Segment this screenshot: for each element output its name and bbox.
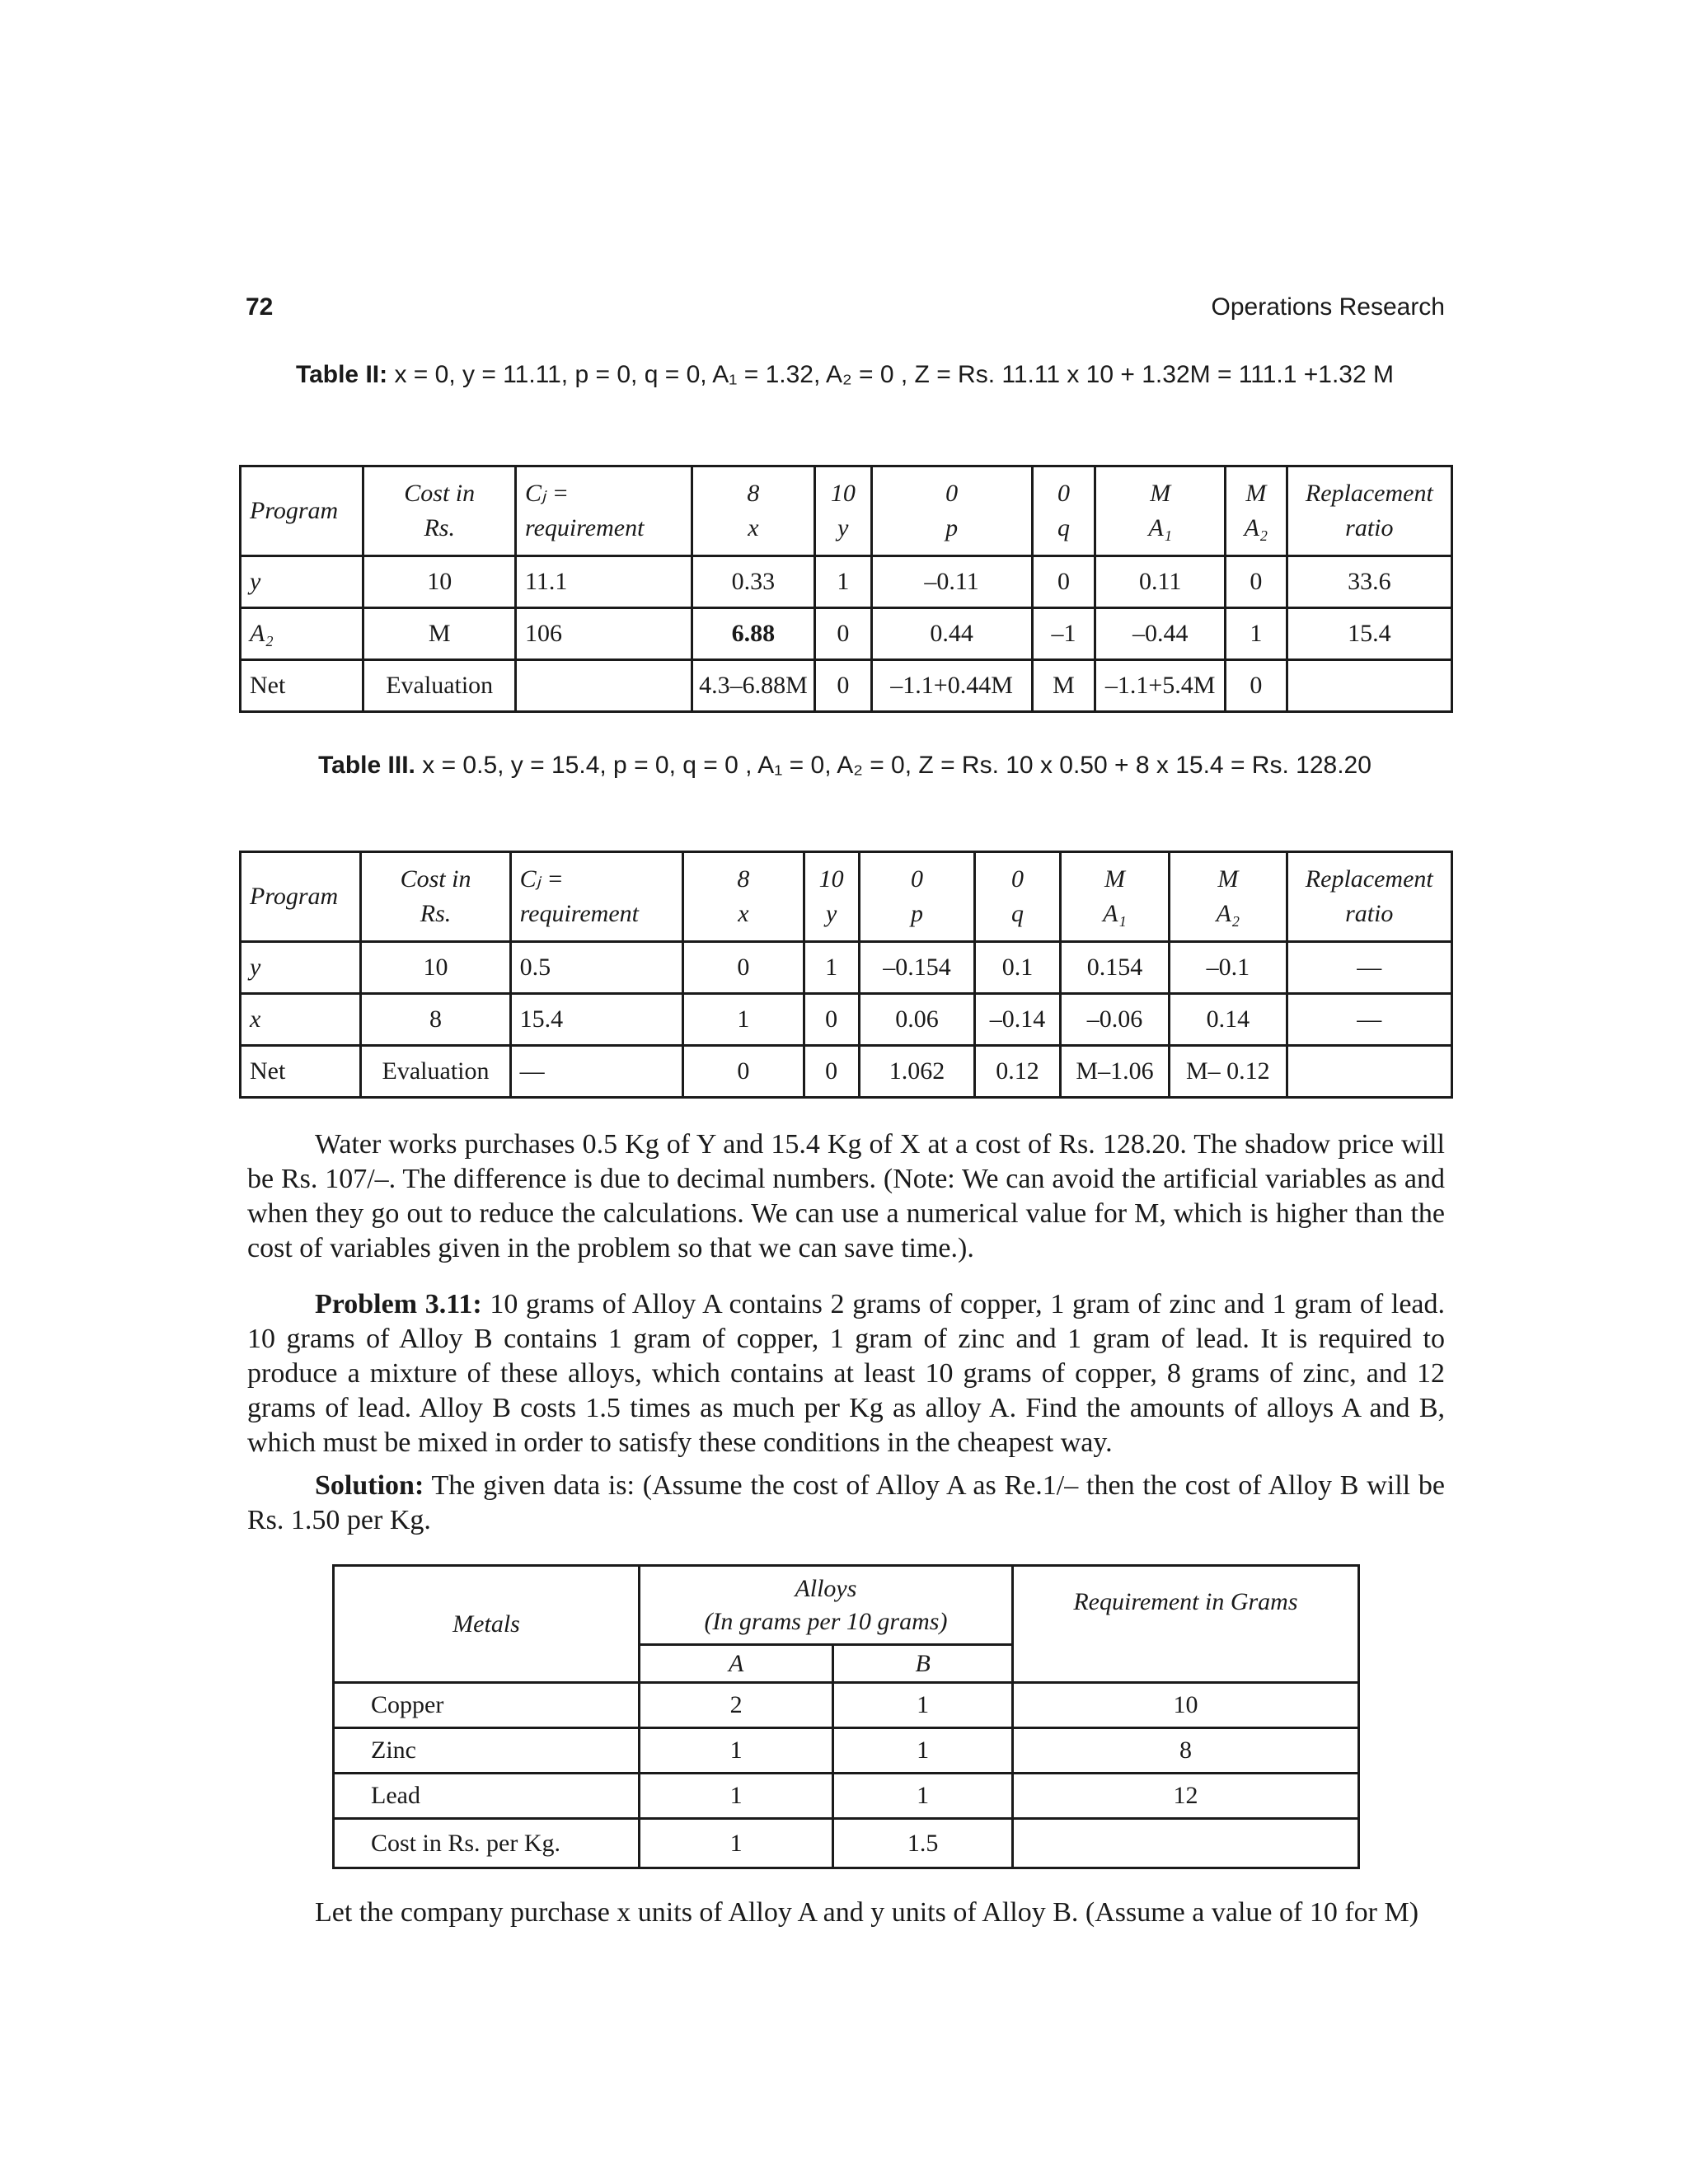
header-cj — [516, 466, 692, 556]
table-cell: 1 — [804, 942, 859, 994]
header-cost-line1: Cost in — [400, 865, 471, 893]
alloy-data-table — [332, 1564, 1360, 1869]
table-cell: –0.154 — [859, 942, 974, 994]
table-3-caption-label: Table III. — [318, 752, 415, 779]
problem-text: 10 grams of Alloy A contains 2 grams of copper, 1 gram of zinc and 1 gram of lead. 10 grams of Alloy B contains 1 gram of copper, 1 gram of zinc and 1 gram of lead. It is required to produce a mixture of these alloys, which contains at least 10 grams of copper, 8 grams of zinc, and 12 grams of lead. Alloy B costs 1.5 times as much per Kg as alloy A. Find the amounts of alloys A and B, which must be mixed in order to satisfy these conditions in the cheapest way. — [247, 1289, 1446, 1458]
table-cell: 1.5 — [833, 1819, 1013, 1868]
header-col-x — [692, 466, 814, 556]
body-paragraph: Water works purchases 0.5 Kg of Y and 15.4 Kg of X at a cost of Rs. 128.20. The shadow price will be Rs. 107/–. The difference is due to decimal numbers. (Note: We can avoid the artificial variables as and when they go out to reduce the calculations. We can use a numerical value for M, which is higher than the cost of variables given in the problem so that we can save time.). — [247, 1129, 1445, 1263]
table-cell: 1 — [815, 556, 871, 608]
header-alloy-a: A — [640, 1645, 833, 1683]
table-cell: — — [510, 1046, 683, 1098]
table-cell: 0 — [1226, 556, 1287, 608]
header-ratio-line1: Replacement — [1305, 865, 1433, 893]
solution-paragraph — [247, 1469, 1445, 1538]
header-var: y — [826, 900, 837, 927]
table-cell: 106 — [516, 608, 692, 660]
header-var: A₁ — [1148, 514, 1173, 541]
table-cell: 1 — [833, 1728, 1013, 1774]
table-cell: 1 — [640, 1774, 833, 1819]
table-cell: 0 — [815, 608, 871, 660]
table-cell: Net — [241, 660, 363, 712]
header-ratio-line1: Replacement — [1305, 480, 1433, 507]
table-cell: A₂ — [241, 608, 363, 660]
table-cell: 0 — [1226, 660, 1287, 712]
table-header-row — [241, 852, 1452, 942]
table-cell: M — [363, 608, 516, 660]
header-cost-line2: Rs. — [424, 514, 455, 541]
header-col-y — [815, 466, 871, 556]
table-cell: Net — [241, 1046, 361, 1098]
table-cell: 0.44 — [871, 608, 1032, 660]
header-program: Program — [241, 852, 361, 942]
header-ratio-line2: ratio — [1345, 900, 1394, 927]
table-cell: 15.4 — [510, 994, 683, 1046]
header-col-a2 — [1226, 466, 1287, 556]
solution-text: The given data is: (Assume the cost of Alloy A as Re.1/– then the cost of Alloy B will be Rs. 1.50 per Kg. — [247, 1470, 1445, 1535]
header-cost-line2: Rs. — [420, 900, 452, 927]
table-row — [241, 994, 1452, 1046]
header-alloys-line1: Alloys — [795, 1574, 857, 1602]
table-cell: 0 — [804, 994, 859, 1046]
table-cell: 0.154 — [1060, 942, 1169, 994]
table-cell: M– 0.12 — [1170, 1046, 1287, 1098]
table-cell: 2 — [640, 1683, 833, 1728]
header-coef: M — [1245, 480, 1267, 507]
table-row — [241, 942, 1452, 994]
table-cell: 0 — [683, 942, 804, 994]
header-cj-line2: requirement — [525, 514, 645, 541]
header-coef: M — [1104, 865, 1125, 893]
header-var: y — [837, 514, 849, 541]
header-col-p — [871, 466, 1032, 556]
solution-label: Solution: — [315, 1470, 424, 1501]
table-cell: 8 — [1012, 1728, 1358, 1774]
table-cell: 0 — [683, 1046, 804, 1098]
header-var: A₁ — [1103, 900, 1127, 927]
header-coef: 0 — [1057, 480, 1070, 507]
table-cell: 15.4 — [1287, 608, 1451, 660]
table-cell: 0 — [1032, 556, 1095, 608]
table-cell: — — [1287, 994, 1451, 1046]
table-cell: 0.5 — [510, 942, 683, 994]
table-3 — [239, 851, 1453, 1099]
table-row — [241, 556, 1452, 608]
table-cell: 1 — [1226, 608, 1287, 660]
header-ratio-line2: ratio — [1345, 514, 1394, 541]
table-cell: –1.1+5.4M — [1095, 660, 1226, 712]
running-head: Operations Research — [1211, 293, 1445, 321]
table-2 — [239, 465, 1453, 713]
table-row — [241, 608, 1452, 660]
table-cell: y — [241, 556, 363, 608]
header-col-q — [975, 852, 1061, 942]
table-cell: –0.11 — [871, 556, 1032, 608]
table-cell: 0.33 — [692, 556, 814, 608]
closing-paragraph: Let the company purchase x units of Alloy A and y units of Alloy B. (Assume a value of 10 for M) — [315, 1897, 1419, 1928]
table-cell: –0.06 — [1060, 994, 1169, 1046]
table-header-row — [241, 466, 1452, 556]
table-cell: 4.3–6.88M — [692, 660, 814, 712]
table-cell: –0.1 — [1170, 942, 1287, 994]
table-cell — [1012, 1819, 1358, 1868]
table-cell: 0.14 — [1170, 994, 1287, 1046]
header-var: A₂ — [1244, 514, 1268, 541]
page-number: 72 — [246, 293, 274, 321]
header-metals: Metals — [334, 1566, 640, 1683]
header-program: Program — [241, 466, 363, 556]
header-ratio — [1287, 466, 1451, 556]
header-cost-line1: Cost in — [404, 480, 476, 507]
net-evaluation-row — [241, 1046, 1452, 1098]
header-coef: 10 — [818, 865, 844, 893]
header-cj-line2: requirement — [519, 900, 639, 927]
table-cell: Cost in Rs. per Kg. — [334, 1819, 640, 1868]
table-cell: 10 — [1012, 1683, 1358, 1728]
table-cell: 8 — [361, 994, 510, 1046]
table-3-caption-text: x = 0.5, y = 15.4, p = 0, q = 0 , A₁ = 0, A₂ = 0, Z = Rs. 10 x 0.50 + 8 x 15.4 = Rs. 128.20 — [422, 752, 1372, 779]
header-coef: 8 — [737, 865, 750, 893]
table-cell: Evaluation — [363, 660, 516, 712]
header-var: p — [910, 900, 923, 927]
header-cost — [363, 466, 516, 556]
table-cell: 0.12 — [975, 1046, 1061, 1098]
header-col-q — [1032, 466, 1095, 556]
header-ratio — [1287, 852, 1451, 942]
table-cell: 11.1 — [516, 556, 692, 608]
table-cell: 33.6 — [1287, 556, 1451, 608]
table-cell: 0.06 — [859, 994, 974, 1046]
header-coef: 10 — [830, 480, 856, 507]
header-coef: 0 — [1011, 865, 1024, 893]
table-row — [334, 1728, 1359, 1774]
table-3-caption — [239, 750, 1451, 781]
table-cell: 10 — [361, 942, 510, 994]
problem-label: Problem 3.11: — [315, 1289, 482, 1319]
table-cell: 1.062 — [859, 1046, 974, 1098]
table-cell: 1 — [640, 1728, 833, 1774]
table-cell: 1 — [833, 1683, 1013, 1728]
header-col-a1 — [1060, 852, 1169, 942]
header-coef: M — [1217, 865, 1239, 893]
header-col-y — [804, 852, 859, 942]
table-cell: — — [1287, 942, 1451, 994]
table-header-row — [334, 1566, 1359, 1645]
header-col-a2 — [1170, 852, 1287, 942]
header-var: A₂ — [1216, 900, 1240, 927]
table-cell — [1287, 660, 1451, 712]
table-cell: x — [241, 994, 361, 1046]
table-cell: M–1.06 — [1060, 1046, 1169, 1098]
table-cell: 0.1 — [975, 942, 1061, 994]
table-cell: 0 — [804, 1046, 859, 1098]
header-var: x — [738, 900, 749, 927]
header-col-x — [683, 852, 804, 942]
table-2-caption-text: x = 0, y = 11.11, p = 0, q = 0, A₁ = 1.32, A₂ = 0 , Z = Rs. 11.11 x 10 + 1.32M = 111.1 +1.32 M — [394, 361, 1394, 388]
table-cell: 1 — [833, 1774, 1013, 1819]
table-2-caption — [239, 359, 1451, 391]
header-cost — [361, 852, 510, 942]
table-cell: –0.14 — [975, 994, 1061, 1046]
table-row — [334, 1819, 1359, 1868]
key-element-cell: 6.88 — [692, 608, 814, 660]
header-alloy-b: B — [833, 1645, 1013, 1683]
table-cell: Evaluation — [361, 1046, 510, 1098]
header-coef: M — [1150, 480, 1171, 507]
table-cell: Lead — [334, 1774, 640, 1819]
header-coef: 8 — [747, 480, 760, 507]
table-cell: –0.44 — [1095, 608, 1226, 660]
table-row — [334, 1683, 1359, 1728]
header-alloys — [640, 1566, 1013, 1645]
table-cell: 0.11 — [1095, 556, 1226, 608]
header-coef: 0 — [945, 480, 959, 507]
table-cell — [1287, 1046, 1451, 1098]
header-col-p — [859, 852, 974, 942]
table-cell: 1 — [683, 994, 804, 1046]
header-coef: 0 — [910, 865, 923, 893]
header-cj-line1: Cⱼ = — [519, 865, 564, 893]
header-requirement: Requirement in Grams — [1012, 1566, 1358, 1683]
header-var: q — [1011, 900, 1024, 927]
problem-paragraph — [247, 1287, 1445, 1460]
header-var: p — [945, 514, 959, 541]
net-evaluation-row — [241, 660, 1452, 712]
table-cell: 12 — [1012, 1774, 1358, 1819]
table-cell: 0 — [815, 660, 871, 712]
header-col-a1 — [1095, 466, 1226, 556]
header-var: x — [748, 514, 759, 541]
table-row — [334, 1774, 1359, 1819]
header-var: q — [1057, 514, 1070, 541]
header-alloys-line2: (In grams per 10 grams) — [704, 1607, 948, 1635]
table-2-caption-label: Table II: — [295, 361, 388, 388]
table-cell: Zinc — [334, 1728, 640, 1774]
table-cell: –1.1+0.44M — [871, 660, 1032, 712]
table-cell: –1 — [1032, 608, 1095, 660]
header-cj — [510, 852, 683, 942]
table-cell: Copper — [334, 1683, 640, 1728]
table-cell — [516, 660, 692, 712]
table-cell: M — [1032, 660, 1095, 712]
table-cell: 1 — [640, 1819, 833, 1868]
table-cell: y — [241, 942, 361, 994]
header-cj-line1: Cⱼ = — [525, 480, 570, 507]
table-cell: 10 — [363, 556, 516, 608]
